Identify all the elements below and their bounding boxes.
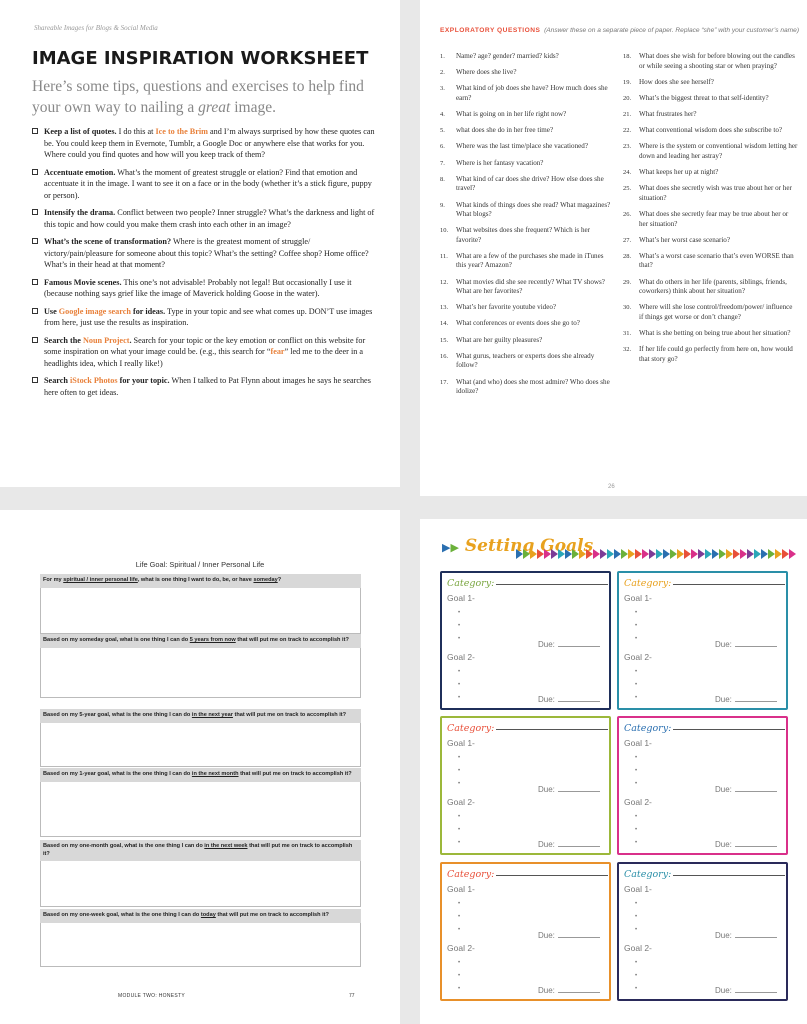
tip-link[interactable]: Ice to the Brim	[155, 127, 208, 136]
bullet-point: •	[458, 960, 461, 966]
page-number: 26	[608, 484, 615, 490]
arrow-icon	[705, 549, 712, 559]
due-input-line[interactable]	[735, 646, 777, 647]
bullet-point: •	[458, 695, 461, 701]
question-item: 25. What does she secretly wish was true about her or her situation?	[623, 184, 792, 202]
goal-question: For my spiritual / inner personal life, what is one thing I want to do, be, or have someday?	[40, 574, 361, 588]
bullet-point: •	[458, 901, 461, 907]
tip-item: Famous Movie scenes. This one’s not advisable! Probably not legal! But occasionally I use it (because nothing says grief like the image of Maverick holding Goose in the water).	[32, 277, 377, 300]
bullet-point: •	[458, 623, 461, 629]
bullet-point: •	[635, 682, 638, 688]
questions-title: EXPLORATORY QUESTIONS	[440, 27, 541, 34]
due-input-line[interactable]	[558, 701, 600, 702]
tip-link[interactable]: Noun Project	[82, 335, 130, 345]
page-header: Shareable Images for Blogs & Social Media	[34, 24, 158, 32]
bullet-point: •	[635, 695, 638, 701]
arrow-icon	[614, 549, 621, 559]
due-date: Due:	[538, 931, 600, 940]
checkbox-icon	[32, 337, 38, 343]
arrow-icon	[621, 549, 628, 559]
due-date: Due:	[715, 695, 777, 704]
bullet-point: •	[458, 755, 461, 761]
bullet-point: •	[635, 986, 638, 992]
question-item: 16. What gurus, teachers or experts does she already follow?	[440, 351, 595, 370]
question-item: 14. What conferences or events does she go to?	[440, 319, 580, 328]
question-item: 8. What kind of car does she drive? How else does she travel?	[440, 174, 604, 193]
question-item: 15. What are her guilty pleasures?	[440, 335, 543, 344]
due-input-line[interactable]	[558, 646, 600, 647]
bullet-point: •	[458, 768, 461, 774]
due-date: Due:	[538, 640, 600, 649]
goal-2-label: Goal 2-	[447, 943, 475, 953]
question-item: 32. If her life could go perfectly from here on, how would that story go?	[623, 345, 793, 363]
worksheet-page	[0, 0, 400, 487]
due-date: Due:	[538, 840, 600, 849]
question-item: 26. What does she secretly fear may be true about her or her situation?	[623, 210, 789, 228]
category-input-line[interactable]	[673, 729, 785, 730]
question-item: 6. Where was the last time/place she vacationed?	[440, 142, 588, 151]
question-item: 11. What are a few of the purchases she made in iTunes this year? Amazon?	[440, 251, 604, 270]
bullet-point: •	[635, 960, 638, 966]
module-footer: MODULE TWO: HONESTY	[118, 993, 186, 999]
arrow-icon	[677, 549, 684, 559]
arrow-icon	[607, 549, 614, 559]
arrow-icon	[642, 549, 649, 559]
bullet-point: •	[635, 840, 638, 846]
arrow-icon	[698, 549, 705, 559]
checkbox-icon	[32, 238, 38, 244]
goal-1-label: Goal 1-	[447, 593, 475, 603]
arrow-icon	[740, 549, 747, 559]
arrow-icon	[635, 549, 642, 559]
due-date: Due:	[538, 986, 600, 995]
page-title: IMAGE INSPIRATION WORKSHEET	[32, 48, 369, 69]
question-item: 31. What is she betting on being true about her situation?	[623, 328, 791, 337]
goal-2-label: Goal 2-	[624, 797, 652, 807]
tip-item: Intensify the drama. Conflict between two people? Inner struggle? What’s the darkness and light of this topic and how could you make them crash into each other in an image?	[32, 207, 377, 230]
goal-question: Based on my 5-year goal, what is the one thing I can do in the next year that will put me on track to accomplish it?	[40, 709, 361, 723]
arrow-icon	[649, 549, 656, 559]
arrow-icon	[719, 549, 726, 559]
arrow-icon	[670, 549, 677, 559]
goal-card	[617, 716, 788, 855]
answer-box[interactable]	[40, 861, 361, 907]
arrow-icon	[544, 549, 551, 559]
answer-box[interactable]	[40, 923, 361, 967]
arrow-icon	[789, 549, 796, 559]
goal-2-label: Goal 2-	[447, 797, 475, 807]
category-input-line[interactable]	[673, 584, 785, 585]
goal-1-label: Goal 1-	[624, 884, 652, 894]
tip-link[interactable]: iStock Photos	[70, 376, 118, 385]
bullet-point: •	[458, 927, 461, 933]
category-label: Category:	[624, 723, 785, 734]
arrow-icon	[551, 549, 558, 559]
question-item: 21. What frustrates her?	[623, 110, 697, 119]
bullet-point: •	[635, 669, 638, 675]
due-date: Due:	[538, 695, 600, 704]
question-item: 2. Where does she live?	[440, 68, 517, 77]
checkbox-icon	[32, 169, 38, 175]
due-input-line[interactable]	[735, 992, 777, 993]
tip-item: Search iStock Photos for your topic. When I talked to Pat Flynn about images he says he searches here often to get ideas.	[32, 375, 377, 398]
bullet-point: •	[458, 610, 461, 616]
goal-1-label: Goal 1-	[624, 738, 652, 748]
question-item: 4. What is going on in her life right now?	[440, 110, 567, 119]
arrow-icon	[530, 549, 537, 559]
bullet-point: •	[635, 914, 638, 920]
question-item: 10. What websites does she frequent? Which is her favorite?	[440, 226, 591, 244]
checkbox-icon	[32, 279, 38, 285]
question-item: 3. What kind of job does she have? How much does she earn?	[440, 84, 608, 102]
questions-page	[420, 0, 807, 496]
question-item: 22. What conventional wisdom does she subscribe to?	[623, 126, 783, 135]
goal-question: Based on my one-week goal, what is the one thing I can do today that will put me on track to accomplish it?	[40, 909, 361, 923]
bullet-point: •	[458, 914, 461, 920]
bullet-point: •	[635, 827, 638, 833]
bullet-point: •	[635, 901, 638, 907]
question-item: 23. Where is the system or conventional wisdom letting her down and leading her astray?	[623, 142, 798, 160]
due-input-line[interactable]	[558, 791, 600, 792]
bullet-point: •	[458, 669, 461, 675]
arrow-icon	[572, 549, 579, 559]
due-input-line[interactable]	[735, 701, 777, 702]
arrow-icon	[579, 549, 586, 559]
question-item: 18. What does she wish for before blowing out the candles or while seeing a shooting star or when praying?	[623, 52, 795, 70]
answer-box[interactable]	[40, 588, 361, 634]
goal-question-section	[40, 840, 361, 907]
due-date: Due:	[715, 931, 777, 940]
goal-card	[440, 571, 611, 710]
page-subtitle: Here’s some tips, questions and exercises to help find your own way to nailing a great image.	[32, 78, 364, 116]
arrow-icon	[754, 549, 761, 559]
goal-question-section	[40, 634, 361, 698]
question-item: 7. Where is her fantasy vacation?	[440, 158, 544, 167]
category-label: Category:	[624, 869, 785, 880]
due-date: Due:	[715, 640, 777, 649]
category-label: Category:	[447, 723, 608, 734]
setting-goals-page	[420, 519, 807, 1024]
questions-list-left	[440, 52, 615, 403]
question-item: 12. What movies did she see recently? What TV shows? What are her favorites?	[440, 277, 605, 296]
bullet-point: •	[458, 636, 461, 642]
page-number: 77	[349, 993, 355, 999]
due-input-line[interactable]	[558, 937, 600, 938]
goal-question-section	[40, 709, 361, 767]
goal-2-label: Goal 2-	[447, 652, 475, 662]
bullet-point: •	[635, 755, 638, 761]
goal-question: Based on my one-month goal, what is the one thing I can do in the next week that will put me on track to accomplish it?	[40, 840, 361, 861]
arrow-icon	[747, 549, 754, 559]
category-label: Category:	[624, 578, 785, 589]
goal-question: Based on my 1-year goal, what is the one thing I can do in the next month that will put me on track to accomplish it?	[40, 768, 361, 782]
bullet-point: •	[635, 927, 638, 933]
category-label: Category:	[447, 869, 608, 880]
arrow-icon	[586, 549, 593, 559]
answer-box[interactable]	[40, 648, 361, 698]
arrow-icon	[712, 549, 719, 559]
questions-list-right	[623, 52, 798, 371]
questions-heading	[440, 27, 800, 34]
arrow-icon	[768, 549, 775, 559]
bullet-point: •	[458, 986, 461, 992]
due-date: Due:	[538, 785, 600, 794]
tip-item: Search the Noun Project. Search for your topic or the key emotion or conflict on this website for some inspiration on what your image could be. (e.g., this search for “fear” led me to the deer in a headlights idea, which I really like!)	[32, 335, 377, 370]
goal-question-section	[40, 768, 361, 837]
goal-1-label: Goal 1-	[447, 738, 475, 748]
bullet-point: •	[458, 781, 461, 787]
bullet-point: •	[635, 623, 638, 629]
bullet-point: •	[458, 827, 461, 833]
question-item: 27. What’s her worst case scenario?	[623, 235, 730, 244]
arrow-icon: ▶	[450, 541, 459, 554]
arrow-icon	[663, 549, 670, 559]
goal-question-section	[40, 909, 361, 967]
life-goal-title: Life Goal: Spiritual / Inner Personal Life	[135, 560, 265, 569]
bullet-point: •	[635, 610, 638, 616]
question-item: 29. What do others in her life (parents, siblings, friends, coworkers) think about her situation?	[623, 277, 787, 296]
arrow-icon	[684, 549, 691, 559]
goal-2-label: Goal 2-	[624, 943, 652, 953]
tip-link[interactable]: fear	[270, 347, 285, 356]
checkbox-icon	[32, 377, 38, 383]
category-label: Category:	[447, 578, 608, 589]
tip-link[interactable]: Google image search	[58, 306, 131, 316]
answer-box[interactable]	[40, 782, 361, 837]
goal-card	[440, 862, 611, 1001]
question-item: 1. Name? age? gender? married? kids?	[440, 52, 559, 60]
due-input-line[interactable]	[558, 846, 600, 847]
bullet-point: •	[635, 636, 638, 642]
goal-question: Based on my someday goal, what is one thing I can do 5 years from now that will put me on track to accomplish it?	[40, 634, 361, 648]
tip-item: Use Google image search for ideas. Type in your topic and see what comes up. DON’T use images from here, just use the results as inspiration.	[32, 306, 377, 329]
tip-item: Accentuate emotion. What’s the moment of greatest struggle or elation? Find that emotion and accentuate it in the image. I want to see it on a face or in the body (whether it’s a stick figure, puppy or person).	[32, 167, 377, 202]
bullet-point: •	[635, 973, 638, 979]
questions-instruction: (Answer these on a separate piece of paper. Replace “she” with your customer’s name)	[544, 27, 800, 34]
bullet-point: •	[458, 840, 461, 846]
due-input-line[interactable]	[735, 791, 777, 792]
goal-card	[617, 571, 788, 710]
bullet-point: •	[635, 814, 638, 820]
arrow-icon	[733, 549, 740, 559]
arrow-icon	[537, 549, 544, 559]
arrow-icon	[558, 549, 565, 559]
question-item: 30. Where will she lose control/freedom/power/ influence if things get worse or don’t change?	[623, 303, 793, 321]
arrow-icon	[726, 549, 733, 559]
arrow-icon	[775, 549, 782, 559]
arrow-icon	[656, 549, 663, 559]
bullet-point: •	[458, 682, 461, 688]
goal-2-label: Goal 2-	[624, 652, 652, 662]
arrow-icon	[691, 549, 698, 559]
category-input-line[interactable]	[496, 729, 608, 730]
category-input-line[interactable]	[673, 875, 785, 876]
category-input-line[interactable]	[496, 875, 608, 876]
goal-card	[440, 716, 611, 855]
due-input-line[interactable]	[735, 937, 777, 938]
life-goal-page	[0, 510, 400, 1024]
bullet-point: •	[635, 781, 638, 787]
question-item: 17. What (and who) does she most admire? Who does she idolize?	[440, 377, 610, 395]
answer-box[interactable]	[40, 723, 361, 767]
tips-list	[32, 126, 377, 404]
checkbox-icon	[32, 209, 38, 215]
arrow-banner	[516, 546, 796, 558]
arrow-icon	[523, 549, 530, 559]
arrow-icon	[628, 549, 635, 559]
goal-1-label: Goal 1-	[447, 884, 475, 894]
question-item: 9. What kinds of things does she read? What magazines? What blogs?	[440, 200, 611, 218]
bullet-point: •	[458, 973, 461, 979]
arrow-icon: ▶	[442, 541, 451, 554]
due-date: Due:	[715, 840, 777, 849]
checkbox-icon	[32, 128, 38, 134]
question-item: 28. What’s a worst case scenario that’s even WORSE than that?	[623, 251, 794, 270]
tip-item: Keep a list of quotes. I do this at Ice to the Brim and I’m always surprised by how these quotes can be. You could keep them in Evernote, Tumblr, a Google Doc or anywhere else that works for you. Where could you find quotes and how will you keep track of them?	[32, 126, 377, 161]
goal-card	[617, 862, 788, 1001]
due-input-line[interactable]	[558, 992, 600, 993]
arrow-icon	[600, 549, 607, 559]
due-date: Due:	[715, 986, 777, 995]
question-item: 20. What’s the biggest threat to that self-identity?	[623, 93, 769, 102]
setting-goals-title: ▶▶ Setting Goals	[442, 536, 594, 556]
checkbox-icon	[32, 308, 38, 314]
category-input-line[interactable]	[496, 584, 608, 585]
question-item: 5. what does she do in her free time?	[440, 126, 554, 135]
question-item: 19. How does she see herself?	[623, 77, 714, 86]
arrow-icon	[761, 549, 768, 559]
question-item: 13. What’s her favorite youtube video?	[440, 303, 557, 312]
bullet-point: •	[635, 768, 638, 774]
arrow-icon	[593, 549, 600, 559]
due-input-line[interactable]	[735, 846, 777, 847]
tip-item: What’s the scene of transformation? Where is the greatest moment of struggle/ victory/pain/pleasure for someone about this topic? What’s the setting? Coffee shop? Home office? What’s in their head at that moment?	[32, 236, 377, 271]
question-item: 24. What keeps her up at night?	[623, 168, 719, 177]
arrow-icon	[565, 549, 572, 559]
goal-question-section	[40, 574, 361, 634]
due-date: Due:	[715, 785, 777, 794]
goal-1-label: Goal 1-	[624, 593, 652, 603]
arrow-icon	[516, 549, 523, 559]
bullet-point: •	[458, 814, 461, 820]
arrow-icon	[782, 549, 789, 559]
